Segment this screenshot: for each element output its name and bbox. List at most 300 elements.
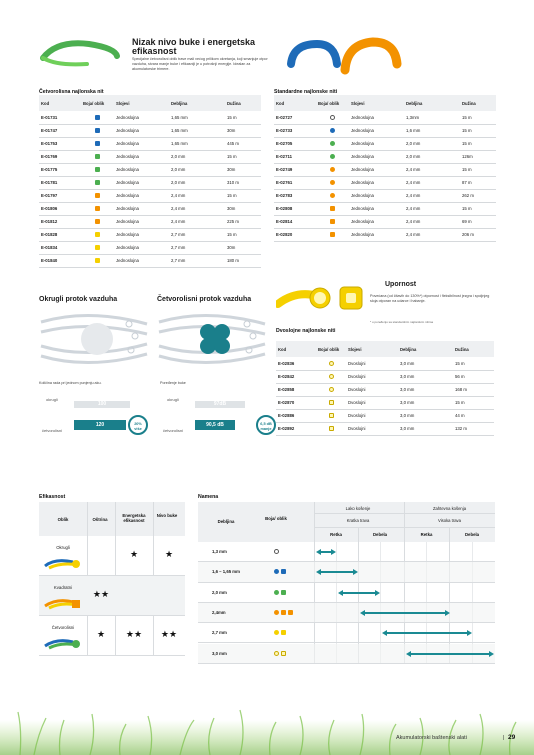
noise-stars: ★★ (160, 629, 178, 639)
table-row (39, 202, 261, 215)
color-shape-cell (316, 137, 349, 150)
product-code: E-01797 (39, 189, 81, 202)
color-shape-cell (81, 176, 114, 189)
efficiency-title: Efikasnost (39, 494, 66, 500)
length: 168 m (453, 383, 494, 396)
layers: Jednoslojna (349, 137, 404, 150)
layers: Dvoslojni (346, 357, 398, 370)
col-header: Debljina (169, 95, 225, 111)
color-swatches (274, 651, 286, 656)
table-row (276, 422, 494, 435)
color-swatch-icon (330, 154, 335, 159)
right-table-title: Standardne najlonske niti (274, 89, 338, 95)
color-swatches (274, 610, 293, 615)
color-swatch-icon (95, 180, 100, 185)
round-lines-image (283, 34, 405, 80)
efficiency-row (39, 536, 185, 576)
product-code: E-01775 (39, 163, 81, 176)
col-header: Retka (420, 532, 433, 537)
thickness: 2,4 mm (404, 215, 460, 228)
efficiency-table (39, 502, 185, 656)
color-swatch-icon (330, 167, 335, 172)
work-caption: Količina rada pri jednom punjenju aku. (39, 381, 102, 385)
header-title: Nizak nivo buke i energetska efikasnost (132, 37, 256, 56)
round-label: okrugli (167, 397, 179, 402)
left-table-title: Četvorolisna najlonska nit (39, 89, 104, 95)
col-header: Debljina (217, 519, 235, 524)
length: 126m (460, 150, 496, 163)
thickness: 3,0 mm (398, 370, 453, 383)
layers: Jednoslojna (349, 124, 404, 137)
energy-stars: ★ (129, 549, 139, 559)
layers: Dvoslojni (346, 422, 398, 435)
color-shape-cell (316, 111, 349, 124)
color-swatch-icon (95, 258, 100, 263)
shape-label: Četvorolisni (51, 625, 75, 630)
quad-shape-icon (43, 636, 83, 650)
table-row (39, 124, 261, 137)
layers: Jednoslojna (349, 163, 404, 176)
color-swatch-icon (329, 387, 334, 392)
color-swatch-icon (329, 426, 334, 431)
page-number: 29 (508, 734, 516, 741)
length: 15 m (453, 396, 494, 409)
durability-title: Upornost (385, 281, 417, 288)
round-airflow-title: Okrugli protok vazduha (39, 296, 118, 303)
purpose-row (198, 583, 495, 603)
col-header: Dužina (225, 95, 261, 111)
quad-label: četvorolisni (42, 428, 63, 433)
purpose-title: Namena (198, 494, 219, 500)
noise-quad-bar: 90,5 dB (195, 420, 235, 430)
product-code: E-02814 (274, 215, 316, 228)
color-swatch-icon (330, 115, 335, 120)
color-swatch-icon (274, 590, 279, 595)
color-shape-cell (81, 163, 114, 176)
double-product-table (276, 341, 494, 436)
color-swatch-icon (330, 193, 335, 198)
col-header: Oštrina (92, 517, 108, 522)
product-code: E-01747 (39, 124, 81, 137)
color-swatch-icon (281, 610, 286, 615)
product-code: E-02727 (274, 111, 316, 124)
length: 206 m (460, 228, 496, 241)
color-shape-cell (81, 241, 114, 254)
color-shape-cell (316, 383, 346, 396)
col-header: Boja/ oblik (316, 341, 346, 357)
table-row (274, 137, 496, 150)
product-code: E-02733 (274, 124, 316, 137)
col-header: Slojevi (349, 95, 404, 111)
arrow-left-icon (382, 630, 387, 636)
color-swatches (274, 590, 286, 595)
color-swatch-icon (281, 569, 286, 574)
thickness-label: 2,4mm (212, 609, 226, 615)
color-swatch-icon (274, 610, 279, 615)
col-header: Debela (464, 532, 480, 537)
table-row (276, 383, 494, 396)
table-row (276, 357, 494, 370)
color-swatch-icon (329, 374, 334, 379)
product-code: E-02761 (274, 176, 316, 189)
thickness-label: 1,3 mm (212, 549, 227, 554)
col-header: Debljina (398, 341, 453, 357)
color-swatch-icon (95, 154, 100, 159)
sub-tall: Visoka trava (438, 518, 461, 523)
color-swatch-icon (95, 193, 100, 198)
durability-footnote: * u poređenju sa standardnim najlonskim nitima (370, 320, 434, 324)
color-shape-cell (81, 137, 114, 150)
length: 310 m (225, 176, 261, 189)
table-row (39, 189, 261, 202)
quad-label: četvorolisni (163, 428, 184, 433)
arrow-left-icon (406, 651, 411, 657)
col-header: Boja/ oblik (81, 95, 114, 111)
table-row (39, 150, 261, 163)
color-shape-cell (316, 396, 346, 409)
thickness: 2,4 mm (404, 228, 460, 241)
color-shape-cell (81, 215, 114, 228)
layers: Jednoslojna (349, 111, 404, 124)
color-swatch-icon (95, 128, 100, 133)
length: 15 m (460, 111, 496, 124)
layers: Jednoslojna (114, 228, 169, 241)
arrow-right-icon (331, 549, 336, 555)
layers: Dvoslojni (346, 370, 398, 383)
col-header: Oblik (57, 517, 69, 522)
thickness: 3,0 mm (398, 357, 453, 370)
round-shape-icon (43, 556, 83, 570)
layers: Jednoslojna (114, 150, 169, 163)
table-row (274, 124, 496, 137)
table-row (274, 215, 496, 228)
table-row (274, 189, 496, 202)
thickness: 2,7 mm (169, 228, 225, 241)
col-header: Kod (274, 95, 316, 111)
length: 15 m (460, 202, 496, 215)
layers: Jednoslojna (114, 124, 169, 137)
thickness: 2,7 mm (169, 241, 225, 254)
arrow-right-icon (467, 630, 472, 636)
layers: Dvoslojni (346, 396, 398, 409)
table-row (39, 215, 261, 228)
thickness-label: 3,0 mm (212, 650, 227, 656)
thickness: 1,65 mm (169, 124, 225, 137)
thickness: 3,0 mm (398, 422, 453, 435)
left-product-table (39, 95, 261, 268)
arrow-left-icon (316, 549, 321, 555)
layers: Jednoslojna (114, 189, 169, 202)
table-row (39, 111, 261, 124)
table-row (39, 228, 261, 241)
purpose-row (198, 542, 495, 562)
product-code: E-01828 (39, 228, 81, 241)
table-row (276, 409, 494, 422)
noise-round-bar: 97dB (195, 401, 245, 408)
length: 30m (225, 163, 261, 176)
thickness: 3,0 mm (398, 409, 453, 422)
length: 30m (225, 124, 261, 137)
right-product-table (274, 95, 496, 242)
color-swatch-icon (274, 549, 279, 554)
col-header: Debela (372, 532, 388, 537)
thickness: 2,0 mm (169, 163, 225, 176)
length: 15 m (225, 111, 261, 124)
group-light: Lako košenje (345, 506, 371, 511)
header-description: Specijalne četvorolisni oblik trave mali većog prilikom okretanja, koji smanjuje otpor vazduha, stvara manje buke i efikasniji je u potrošnji energije. Idealan za akumulatorske trimere. (132, 57, 268, 71)
color-swatch-icon (330, 219, 335, 224)
product-code: E-01812 (39, 215, 81, 228)
layers: Jednoslojna (349, 150, 404, 163)
table-row (39, 254, 261, 267)
noise-caption: Poređenje buke (160, 381, 186, 385)
color-shape-cell (316, 202, 349, 215)
length: 30m (225, 202, 261, 215)
product-code: E-02886 (276, 409, 316, 422)
length: 15 m (460, 137, 496, 150)
product-code: E-02858 (276, 383, 316, 396)
length: 15 m (460, 163, 496, 176)
table-row (39, 163, 261, 176)
efficiency-row (39, 576, 185, 616)
color-swatch-icon (274, 569, 279, 574)
layers: Dvoslojni (346, 383, 398, 396)
color-shape-cell (81, 150, 114, 163)
thickness: 2,4 mm (169, 189, 225, 202)
color-swatch-icon (329, 413, 334, 418)
table-row (39, 176, 261, 189)
thickness: 2,4 mm (404, 163, 460, 176)
length: 180 m (225, 254, 261, 267)
color-shape-cell (316, 357, 346, 370)
color-shape-cell (316, 215, 349, 228)
product-code: E-02749 (274, 163, 316, 176)
range-arrow (363, 612, 447, 614)
color-swatch-icon (274, 630, 279, 635)
round-airflow-diagram (39, 310, 151, 368)
color-shape-cell (81, 254, 114, 267)
col-header: Boja/ oblik (316, 95, 349, 111)
col-header: Energetska efikasnost (122, 513, 146, 523)
length: 132 m (453, 422, 494, 435)
color-shape-cell (81, 111, 114, 124)
color-shape-cell (316, 409, 346, 422)
col-header: Debljina (404, 95, 460, 111)
arrow-right-icon (445, 610, 450, 616)
work-round-bar: 100 (74, 401, 130, 408)
col-header: Slojevi (346, 341, 398, 357)
color-swatches (274, 549, 279, 554)
thickness: 2,0 mm (169, 150, 225, 163)
color-swatch-icon (330, 128, 335, 133)
col-header: Kod (276, 341, 316, 357)
thickness: 2,0 mm (404, 137, 460, 150)
color-swatches (274, 569, 286, 574)
color-swatch-icon (329, 361, 334, 366)
color-shape-cell (316, 370, 346, 383)
table-row (39, 241, 261, 254)
footer-separator: | (503, 735, 505, 741)
energy-stars: ★★ (125, 629, 143, 639)
layers: Jednoslojna (349, 189, 404, 202)
product-code: E-02783 (274, 189, 316, 202)
quad-airflow-diagram (157, 310, 269, 368)
arrow-left-icon (338, 590, 343, 596)
sub-short: Kratka trava (346, 518, 370, 523)
purpose-row (198, 603, 495, 623)
product-code: E-01834 (39, 241, 81, 254)
layers: Jednoslojna (114, 163, 169, 176)
color-shape-cell (81, 189, 114, 202)
noise-stars: ★ (164, 549, 174, 559)
thickness: 2,0 mm (404, 150, 460, 163)
length: 30m (225, 241, 261, 254)
length: 15 m (225, 228, 261, 241)
group-heavy: Zahtevna košenja (432, 506, 467, 511)
length: 15 m (225, 189, 261, 202)
product-code: E-01840 (39, 254, 81, 267)
table-row (274, 228, 496, 241)
thickness: 1,6 mm (404, 124, 460, 137)
thickness: 3,0 mm (398, 396, 453, 409)
work-badge: 20% više (128, 415, 148, 435)
color-swatch-icon (281, 651, 286, 656)
double-line-image (276, 280, 376, 320)
product-code: E-02842 (276, 370, 316, 383)
arrow-right-icon (489, 651, 494, 657)
purpose-row (198, 623, 495, 643)
length: 15 m (460, 124, 496, 137)
thickness-label: 2,7 mm (212, 630, 227, 636)
thickness: 2,4 mm (404, 202, 460, 215)
footer-text: Akumulatorski baštenski alati (396, 735, 467, 741)
col-header: Dužina (453, 341, 494, 357)
color-swatch-icon (288, 610, 293, 615)
col-header: Nivo buke (156, 513, 178, 518)
color-swatch-icon (95, 115, 100, 120)
thickness: 2,4 mm (169, 215, 225, 228)
layers: Jednoslojna (114, 111, 169, 124)
color-swatch-icon (274, 651, 279, 656)
color-shape-cell (316, 176, 349, 189)
layers: Jednoslojna (114, 215, 169, 228)
thickness-label: 2,0 mm (212, 589, 227, 595)
color-swatch-icon (95, 232, 100, 237)
color-shape-cell (316, 228, 349, 241)
arrow-left-icon (316, 569, 321, 575)
length: 56 m (453, 370, 494, 383)
durability-description: Povećana (od čitavih do 130%*) otpornost i fleksibilnost jezgra i spoljnjeg sloja otporan na udarce i habanje. (370, 294, 490, 303)
thickness: 2,7 mm (169, 254, 225, 267)
color-swatch-icon (95, 141, 100, 146)
color-shape-cell (316, 163, 349, 176)
range-arrow (341, 592, 377, 594)
length: 44 m (453, 409, 494, 422)
color-swatch-icon (330, 141, 335, 146)
sharpness-stars: ★ (96, 629, 106, 639)
length: 445 m (225, 137, 261, 150)
range-arrow (385, 632, 469, 634)
length: 225 m (225, 215, 261, 228)
product-code: E-02870 (276, 396, 316, 409)
color-swatch-icon (95, 219, 100, 224)
thickness: 2,0 mm (169, 176, 225, 189)
sharpness-stars: ★★ (92, 589, 110, 599)
layers: Jednoslojna (114, 202, 169, 215)
range-arrow (409, 653, 491, 655)
purpose-row (198, 644, 495, 664)
product-code: E-02836 (276, 357, 316, 370)
color-swatches (274, 630, 286, 635)
thickness: 2,4 mm (404, 189, 460, 202)
color-shape-cell (316, 422, 346, 435)
square-shape-icon (43, 596, 83, 610)
layers: Jednoslojna (349, 176, 404, 189)
noise-badge: 6,5 dB manje (256, 415, 276, 435)
thickness: 1,65 mm (169, 137, 225, 150)
color-swatch-icon (281, 590, 286, 595)
table-row (274, 163, 496, 176)
range-arrow (319, 571, 355, 573)
color-shape-cell (81, 202, 114, 215)
col-header: Kod (39, 95, 81, 111)
col-header: Boja/ oblik (265, 516, 287, 521)
table-row (39, 137, 261, 150)
shape-label: Kvadratni (53, 585, 73, 590)
product-code: E-01769 (39, 150, 81, 163)
product-code: E-02711 (274, 150, 316, 163)
color-shape-cell (81, 228, 114, 241)
product-code: E-02892 (276, 422, 316, 435)
length: 87 m (460, 176, 496, 189)
table-row (274, 111, 496, 124)
table-row (274, 202, 496, 215)
table-row (274, 176, 496, 189)
layers: Dvoslojni (346, 409, 398, 422)
color-swatch-icon (95, 206, 100, 211)
color-shape-cell (81, 124, 114, 137)
col-header: Dužina (460, 95, 496, 111)
table-row (276, 396, 494, 409)
color-shape-cell (316, 189, 349, 202)
work-quad-bar: 120 (74, 420, 126, 430)
layers: Jednoslojna (114, 137, 169, 150)
thickness: 3,0 mm (398, 383, 453, 396)
color-swatch-icon (330, 180, 335, 185)
round-label: okrugli (46, 397, 58, 402)
product-code: E-01753 (39, 137, 81, 150)
quad-line-image (37, 36, 122, 76)
color-swatch-icon (281, 630, 286, 635)
length: 15 m (225, 150, 261, 163)
grass-decoration (0, 690, 534, 755)
table-row (276, 370, 494, 383)
layers: Jednoslojna (114, 176, 169, 189)
product-code: E-02820 (274, 228, 316, 241)
color-swatch-icon (329, 400, 334, 405)
color-swatch-icon (95, 245, 100, 250)
thickness: 2,4 mm (169, 202, 225, 215)
quad-airflow-title: Četvorolisni protok vazduha (157, 296, 252, 303)
color-swatch-icon (330, 206, 335, 211)
table-row (274, 150, 496, 163)
length: 69 m (460, 215, 496, 228)
arrow-left-icon (360, 610, 365, 616)
col-header: Slojevi (114, 95, 169, 111)
arrow-right-icon (353, 569, 358, 575)
product-code: E-01781 (39, 176, 81, 189)
length: 15 m (453, 357, 494, 370)
